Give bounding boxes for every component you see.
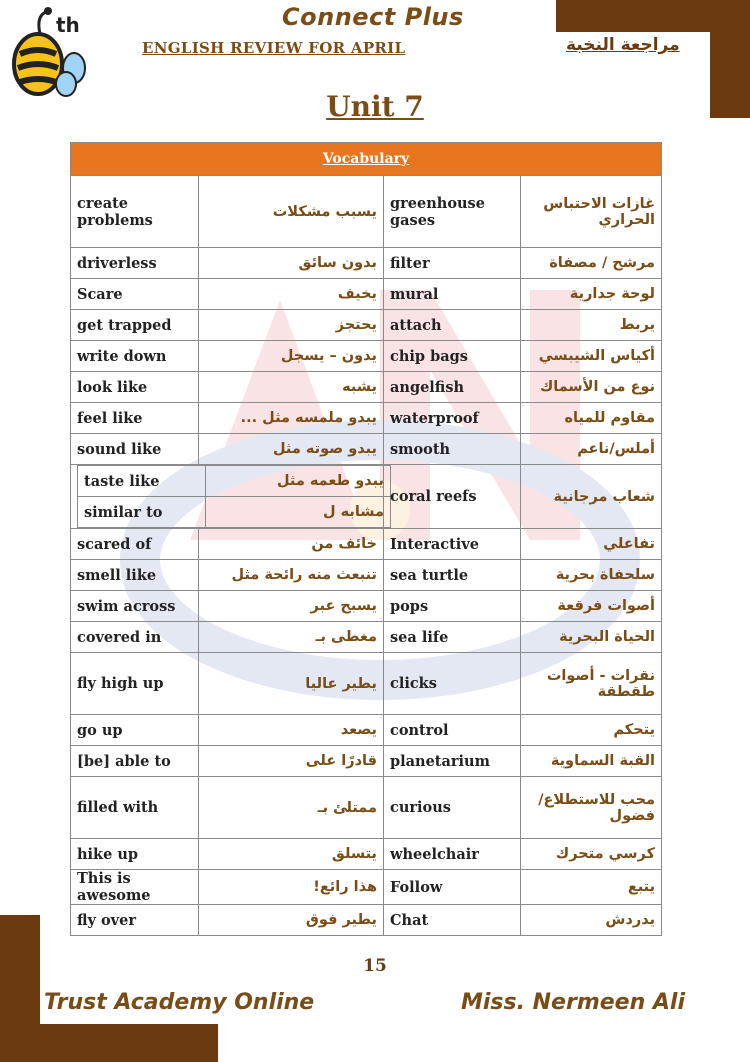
english-term: smell like (71, 560, 199, 591)
english-term: planetarium (384, 746, 521, 777)
table-row (71, 372, 662, 403)
english-term: [be] able to (71, 746, 199, 777)
table-row (71, 310, 662, 341)
brand-title: Connect Plus (282, 3, 464, 31)
english-term: smooth (384, 434, 521, 465)
arabic-meaning: ممتلئ بـ (199, 777, 384, 839)
arabic-meaning: الحياة البحرية (521, 622, 662, 653)
arabic-meaning: يشبه (199, 372, 384, 403)
arabic-meaning: تفاعلي (521, 529, 662, 560)
english-term: fly over (71, 905, 199, 936)
english-term: filter (384, 248, 521, 279)
arabic-meaning: يبدو صوته مثل (199, 434, 384, 465)
arabic-meaning: تنبعث منه رائحة مثل (199, 560, 384, 591)
logo-label: th (56, 13, 80, 37)
english-term: coral reefs (384, 465, 521, 529)
english-term: taste like (78, 466, 206, 497)
vocabulary-table (70, 142, 662, 936)
arabic-meaning: يطير عاليا (199, 653, 384, 715)
english-term: sound like (71, 434, 199, 465)
english-term: look like (71, 372, 199, 403)
arabic-meaning: يطير فوق (199, 905, 384, 936)
english-term: waterproof (384, 403, 521, 434)
table-row (71, 279, 662, 310)
footer-academy: Trust Academy Online (44, 990, 315, 1015)
arabic-meaning: خائف من (199, 529, 384, 560)
english-term: control (384, 715, 521, 746)
arabic-meaning: يبدو ملمسه مثل ... (199, 403, 384, 434)
arabic-meaning: محب للاستطلاع/فضول (521, 777, 662, 839)
table-row (71, 746, 662, 777)
footer-teacher: Miss. Nermeen Ali (461, 990, 686, 1015)
arabic-meaning: يبدو طعمه مثل (206, 466, 391, 497)
arabic-meaning: بدون سائق (199, 248, 384, 279)
page-number: 15 (363, 956, 387, 976)
english-term: feel like (71, 403, 199, 434)
arabic-meaning: يتحكم (521, 715, 662, 746)
arabic-meaning: يربط (521, 310, 662, 341)
table-row (71, 591, 662, 622)
english-term: attach (384, 310, 521, 341)
bee-logo-icon (6, 2, 88, 102)
arabic-meaning: غازات الاحتباس الحراري (521, 176, 662, 248)
english-term: wheelchair (384, 839, 521, 870)
arabic-meaning: أكياس الشيبسي (521, 341, 662, 372)
english-term: This is awesome (71, 870, 199, 905)
table-row (71, 715, 662, 746)
table-row (71, 777, 662, 839)
english-term: mural (384, 279, 521, 310)
table-row (71, 465, 662, 529)
english-term: covered in (71, 622, 199, 653)
arabic-meaning: يسبب مشكلات (199, 176, 384, 248)
table-row (71, 839, 662, 870)
english-term: get trapped (71, 310, 199, 341)
arabic-meaning: شعاب مرجانية (521, 465, 662, 529)
table-row (71, 653, 662, 715)
arabic-meaning: يتسلق (199, 839, 384, 870)
arabic-meaning: نوع من الأسماك (521, 372, 662, 403)
english-term: go up (71, 715, 199, 746)
english-term: filled with (71, 777, 199, 839)
table-row (71, 434, 662, 465)
english-term: similar to (78, 497, 206, 528)
table-row (71, 176, 662, 248)
table-row (71, 403, 662, 434)
english-term: driverless (71, 248, 199, 279)
review-title-arabic: مراجعة النخبة (566, 35, 680, 55)
arabic-meaning: قادرًا على (199, 746, 384, 777)
english-term: greenhouse gases (384, 176, 521, 248)
table-row (71, 341, 662, 372)
arabic-meaning: يدون – يسجل (199, 341, 384, 372)
arabic-meaning: أملس/ناعم (521, 434, 662, 465)
arabic-meaning: نقرات - أصوات طقطقة (521, 653, 662, 715)
arabic-meaning: لوحة جدارية (521, 279, 662, 310)
table-row (71, 248, 662, 279)
unit-title: Unit 7 (326, 90, 424, 123)
arabic-meaning: القبة السماوية (521, 746, 662, 777)
arabic-meaning: سلحفاة بحرية (521, 560, 662, 591)
english-term: Follow (384, 870, 521, 905)
english-term: pops (384, 591, 521, 622)
split-cell (71, 465, 384, 529)
english-term: clicks (384, 653, 521, 715)
arabic-meaning: مرشح / مصفاة (521, 248, 662, 279)
table-row (71, 622, 662, 653)
table-heading: Vocabulary (71, 143, 662, 176)
english-term: sea turtle (384, 560, 521, 591)
english-term: chip bags (384, 341, 521, 372)
arabic-meaning: مقاوم للمياه (521, 403, 662, 434)
arabic-meaning: هذا رائع! (199, 870, 384, 905)
arabic-meaning: يسبح عبر (199, 591, 384, 622)
english-term: sea life (384, 622, 521, 653)
english-term: Interactive (384, 529, 521, 560)
arabic-meaning: مغطى بـ (199, 622, 384, 653)
arabic-meaning: يحتجز (199, 310, 384, 341)
table-row (71, 560, 662, 591)
arabic-meaning: يخيف (199, 279, 384, 310)
arabic-meaning: كرسي متحرك (521, 839, 662, 870)
english-term: Scare (71, 279, 199, 310)
table-row (71, 529, 662, 560)
english-term: scared of (71, 529, 199, 560)
english-term: curious (384, 777, 521, 839)
review-title: ENGLISH REVIEW FOR APRIL (142, 39, 406, 57)
english-term: Chat (384, 905, 521, 936)
english-term: hike up (71, 839, 199, 870)
english-term: create problems (71, 176, 199, 248)
arabic-meaning: يتبع (521, 870, 662, 905)
table-row (71, 905, 662, 936)
arabic-meaning: مشابه ل (206, 497, 391, 528)
english-term: angelfish (384, 372, 521, 403)
arabic-meaning: أصوات فرقعة (521, 591, 662, 622)
english-term: write down (71, 341, 199, 372)
arabic-meaning: يصعد (199, 715, 384, 746)
table-row (71, 870, 662, 905)
arabic-meaning: يدردش (521, 905, 662, 936)
english-term: fly high up (71, 653, 199, 715)
english-term: swim across (71, 591, 199, 622)
